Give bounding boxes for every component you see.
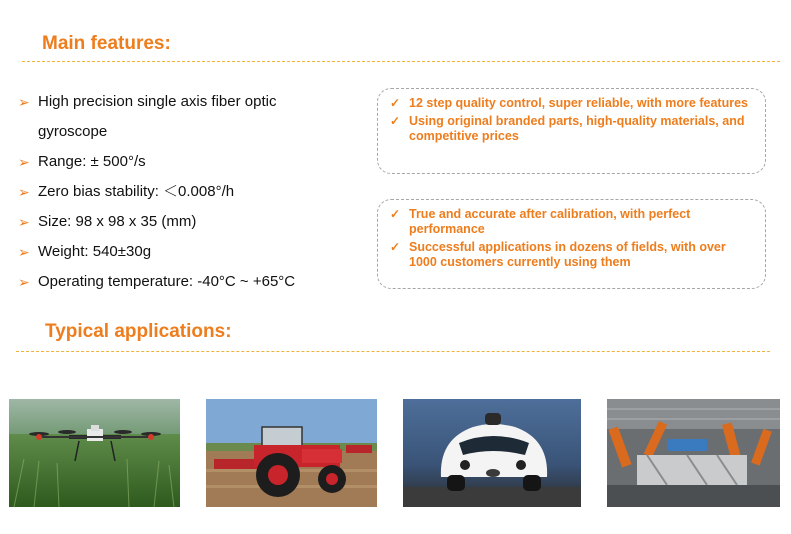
spec-item (18, 87, 368, 117)
highlight-item (390, 207, 755, 237)
highlight-item (390, 96, 755, 111)
highlight-box-quality (377, 88, 766, 174)
arrow-right-icon: ➢ (18, 184, 30, 200)
tractor-photo (206, 399, 377, 507)
check-icon: ✓ (390, 240, 401, 254)
spec-text: Weight: 540±30g (38, 243, 152, 260)
spec-item (18, 237, 368, 267)
self-driving-car-photo (403, 399, 581, 507)
divider (22, 61, 780, 62)
highlight-text: True and accurate after calibration, with perfect performance (409, 207, 691, 236)
highlight-item (390, 240, 755, 270)
highlight-text: Using original branded parts, high-quality materials, and competitive prices (409, 114, 745, 143)
arrow-right-icon: ➢ (18, 94, 30, 110)
robotic-factory-photo (607, 399, 780, 507)
highlight-item (390, 114, 755, 144)
check-icon: ✓ (390, 207, 401, 221)
arrow-right-icon: ➢ (18, 154, 30, 170)
spec-item (18, 207, 368, 237)
highlight-box-performance (377, 199, 766, 289)
arrow-right-icon: ➢ (18, 214, 30, 230)
spec-text: Size: 98 x 98 x 35 (mm) (38, 213, 197, 230)
spec-item-continued (18, 117, 368, 147)
spec-text: High precision single axis fiber optic (38, 93, 277, 110)
spec-item (18, 267, 368, 297)
main-features-heading: Main features: (42, 33, 171, 54)
highlight-text: 12 step quality control, super reliable, with more features (409, 96, 748, 110)
agricultural-drone-photo (9, 399, 180, 507)
spec-text: Operating temperature: -40°C ~ +65°C (38, 273, 296, 290)
spec-text: gyroscope (38, 123, 108, 140)
spec-item (18, 147, 368, 177)
spec-text: Range: ± 500°/s (38, 153, 146, 170)
highlight-text: Successful applications in dozens of fields, with over 1000 customers currently using them (409, 240, 726, 269)
check-icon: ✓ (390, 96, 401, 110)
spec-item (18, 177, 368, 207)
spec-text: Zero bias stability: ＜0.008°/h (38, 183, 235, 200)
arrow-right-icon: ➢ (18, 274, 30, 290)
typical-applications-heading: Typical applications: (45, 321, 232, 342)
check-icon: ✓ (390, 114, 401, 128)
arrow-right-icon: ➢ (18, 244, 30, 260)
spec-list (18, 87, 368, 297)
divider (16, 351, 770, 352)
